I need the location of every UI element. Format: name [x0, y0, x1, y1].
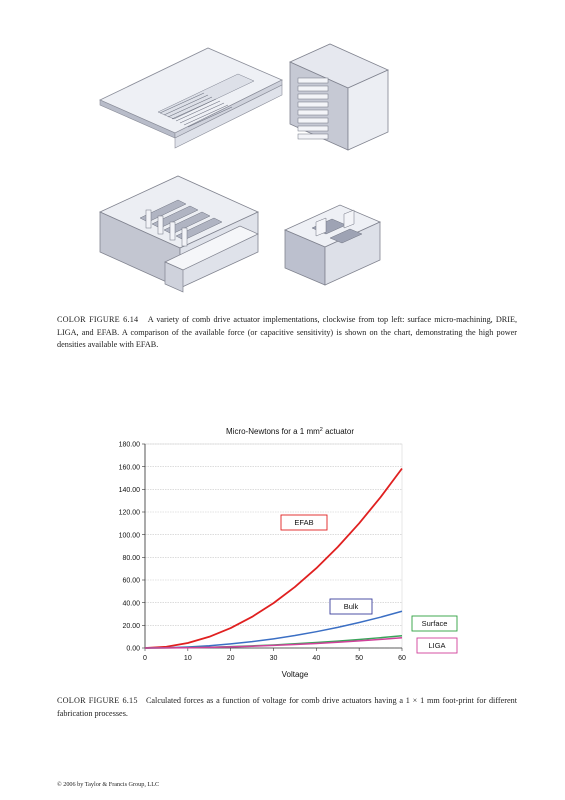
chart-title-suffix: actuator — [322, 427, 354, 436]
figure-6-14-caption — [57, 314, 517, 352]
series-label-efab: EFAB — [294, 518, 314, 528]
y-tick-label: 100.00 — [118, 532, 140, 540]
chart-title — [226, 427, 354, 436]
figure-6-15-label: COLOR FIGURE 6.15 — [57, 696, 138, 706]
x-axis-label: Voltage — [281, 670, 309, 679]
y-tick-label: 180.00 — [118, 441, 140, 449]
series-label-surface: Surface — [421, 619, 448, 629]
x-tick-label: 10 — [183, 655, 192, 662]
y-tick-label: 20.00 — [122, 622, 140, 630]
x-tick-label: 60 — [398, 655, 406, 662]
figure-6-15-caption — [57, 695, 517, 720]
figure-6-14-label: COLOR FIGURE 6.14 — [57, 315, 139, 325]
y-tick-label: 120.00 — [118, 509, 140, 517]
x-tick-label: 20 — [226, 655, 235, 662]
drie-illustration — [290, 44, 388, 150]
chart-gridlines — [145, 444, 402, 648]
copyright-footer: © 2006 by Taylor & Francis Group, LLC — [57, 781, 160, 788]
surface-micromachining-illustration — [100, 48, 282, 148]
figure-6-14-text: A variety of comb drive actuator implementations, clockwise from top left: surface micro-machining, DRIE, LIGA, and EFAB. A comparison of the available force (or capacitive sensitivity) is shown on the chart, demonstrating the high power densities available with EFAB. — [57, 315, 518, 350]
x-tick-label: 0 — [143, 655, 147, 662]
figure-6-15-text: Calculated forces as a function of voltage for comb drive actuators having a 1 × 1 mm foot-print for different fabrication processes. — [57, 696, 517, 718]
x-tick-label: 50 — [355, 655, 364, 662]
plot-area — [145, 444, 402, 648]
y-tick-label: 40.00 — [122, 600, 140, 608]
comb-drive-illustrations — [0, 0, 565, 300]
y-tick-label: 60.00 — [122, 577, 140, 585]
chart-title-main: Micro-Newtons for a 1 mm — [226, 427, 320, 436]
liga-illustration — [100, 176, 258, 292]
x-tick-label: 30 — [269, 655, 278, 662]
series-label-bulk: Bulk — [343, 602, 359, 612]
y-tick-label: 140.00 — [118, 486, 140, 494]
y-tick-label: 0.00 — [126, 645, 140, 653]
y-tick-label: 80.00 — [122, 554, 140, 562]
efab-illustration — [285, 205, 380, 285]
x-tick-label: 40 — [312, 655, 321, 662]
series-label-liga: LIGA — [428, 641, 446, 651]
chart-title-superscript: 2 — [319, 427, 323, 433]
force-vs-voltage-chart — [95, 422, 475, 684]
y-tick-label: 160.00 — [118, 464, 140, 472]
